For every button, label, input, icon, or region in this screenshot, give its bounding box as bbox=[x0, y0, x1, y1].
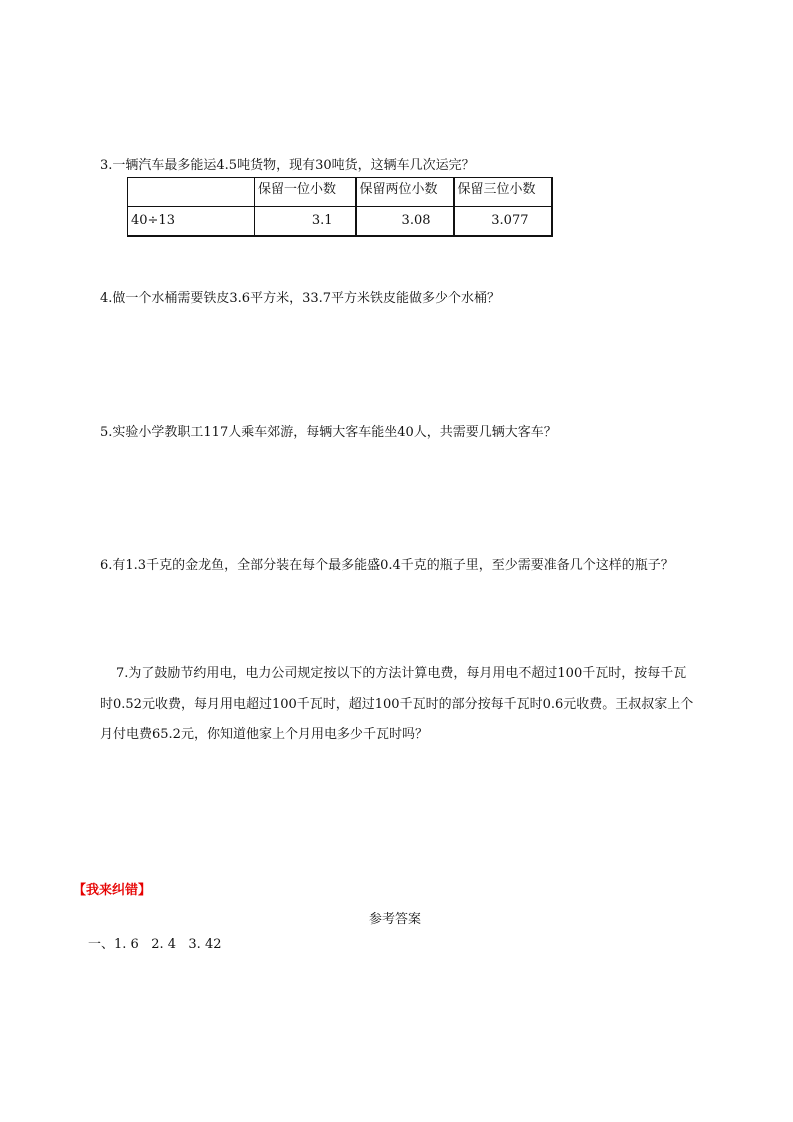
table-header-cell bbox=[128, 178, 255, 207]
question-3: 3.一辆汽车最多能运4.5吨货物，现有30吨货，这辆车几次运完？ bbox=[100, 158, 475, 173]
table-header-cell: 保留三位小数 bbox=[454, 178, 552, 207]
question-7-line-2: 时0.52元收费，每月用电超过100千瓦时，超过100千瓦时的部分按每千瓦时0.6元收费。王叔叔家上个 bbox=[100, 697, 694, 712]
table-cell: 3.077 bbox=[454, 207, 552, 236]
rounding-table bbox=[127, 177, 553, 237]
table-cell: 3.08 bbox=[356, 207, 454, 236]
question-4: 4.做一个水桶需要铁皮3.6平方米，33.7平方米铁皮能做多少个水桶？ bbox=[100, 291, 501, 306]
table-header-row bbox=[128, 178, 552, 207]
question-7-line-1: 7.为了鼓励节约用电，电力公司规定按以下的方法计算电费，每月用电不超过100千瓦时，按每千瓦 bbox=[116, 666, 687, 681]
answer-title: 参考答案 bbox=[369, 912, 422, 927]
question-5: 5.实验小学教职工117人乘车郊游，每辆大客车能坐40人，共需要几辆大客车？ bbox=[100, 425, 557, 440]
question-7-line-3: 月付电费65.2元，你知道他家上个月用电多少千瓦时吗？ bbox=[100, 727, 428, 742]
table-row bbox=[128, 207, 552, 236]
section-title: 【我来纠错】 bbox=[73, 883, 152, 898]
table-header-cell: 保留两位小数 bbox=[356, 178, 454, 207]
table-cell: 40÷13 bbox=[128, 207, 255, 236]
question-6: 6.有1.3千克的金龙鱼，全部分装在每个最多能盛0.4千克的瓶子里，至少需要准备几个这样的瓶子？ bbox=[100, 558, 674, 573]
table-cell: 3.1 bbox=[255, 207, 356, 236]
table-header-cell: 保留一位小数 bbox=[255, 178, 356, 207]
answer-line: 一、1. 6 2. 4 3. 42 bbox=[88, 937, 222, 952]
